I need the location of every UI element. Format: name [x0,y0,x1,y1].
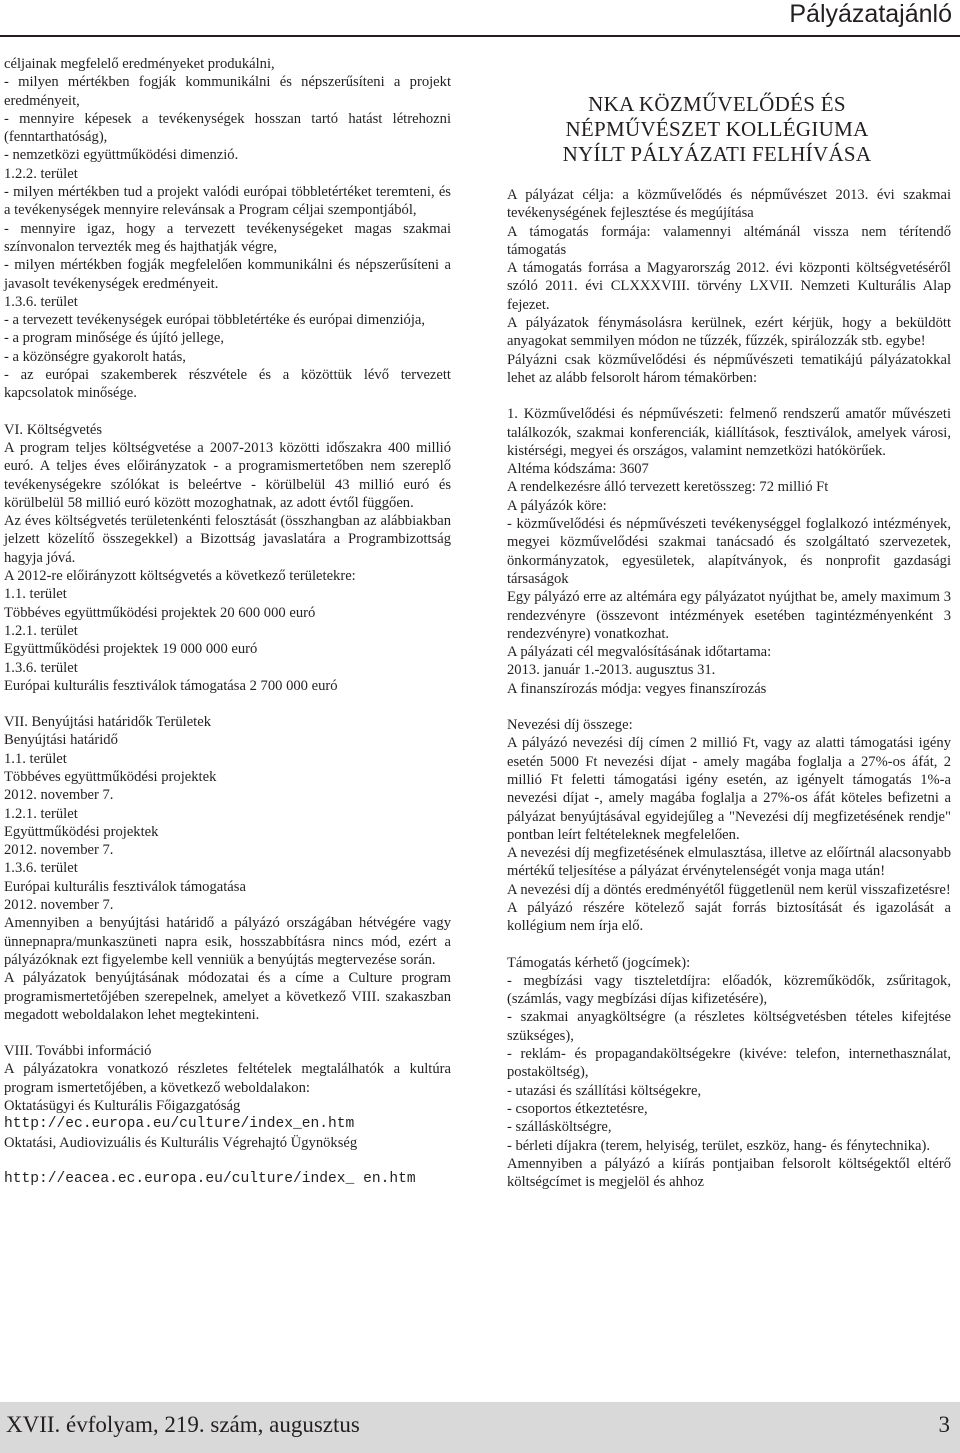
header-rule [0,35,960,37]
paragraph: Amennyiben a pályázó a kiírás pontjaiban felsorolt költségektől eltérő költségcímet is megjelöl és ahhoz [507,1155,951,1191]
paragraph: A finanszírozás módja: vegyes finanszírozás [507,680,767,697]
title-line: NKA KÖZMŰVELŐDÉS ÉS [588,92,846,116]
paragraph: 1.2.2. terület [4,165,78,182]
page-footer [0,1402,960,1453]
paragraph: Pályázni csak közművelődési és népművészeti tematikájú pályázatokkal lehet az alább felsorolt három témakörben: [507,351,951,386]
paragraph: A program teljes költségvetése a 2007-2013 közötti időszakra 400 millió euró. A teljes éves előirányzatok - a programismertetőben nem szereplő tevékenységekre szólókat is beleértve - körülbelül 43 millió euró és körülbelül 58 millió euró között mozoghatnak, az adott évtől függően. [4,439,451,511]
paragraph: A támogatás forrása a Magyarország 2012. évi központi költségvetéséről szóló 2011. évi CLXXXVIII. törvény LXVII. Nemzeti Kulturális Alap fejezet. [507,260,951,313]
paragraph: - nemzetközi együttműködési dimenzió. [4,147,239,164]
paragraph: Amennyiben a benyújtási határidő a pályázó országában hétvégére vagy ünnepnapra/munkaszüneti napra esik, hosszabbításra nincs mód, ezért a pályázóknak ezt figyelembe kell venniük a benyújtás megtervezése során. [4,915,451,968]
paragraph: A pályázatok benyújtásának módozatai és a címe a Culture program programismertetőjében szerepelnek, amelyet a következő VIII. szakaszban megadott weboldalakon lehet megtekinteni. [4,970,451,1023]
paragraph: Altéma kódszáma: 3607 [507,461,649,478]
paragraph: 2012. november 7. [4,897,114,914]
paragraph: - a program minősége és újító jellege, [4,330,225,347]
paragraph-gap [507,698,951,716]
paragraph-gap [507,936,951,954]
paragraph-gap [4,695,451,713]
paragraph: céljainak megfelelő eredményeket produkálni, [4,56,275,72]
paragraph: - a közönségre gyakorolt hatás, [4,348,186,365]
paragraph: Oktatásügyi és Kulturális Főigazgatóság [4,1098,241,1115]
paragraph-gap [4,403,451,421]
paragraph: - milyen mértékben fogják kommunikálni és népszerűsíteni a projekt eredményeit, [4,74,451,109]
paragraph: - szállásköltségre, [507,1119,612,1136]
paragraph: A pályázatokra vonatkozó részletes feltételek megtalálhatók a kultúra program ismertetőjében, a következő weboldalakon: [4,1061,451,1096]
paragraph: 1.2.1. terület [4,622,78,639]
paragraph: Egy pályázó erre az altémára egy pályázatot nyújthat be, amely maximum 3 rendezvényre (összevont intézmények esetében tagintézményenként 3 rendezvényre) vonatkozhat. [507,589,951,642]
title-line: NÉPMŰVÉSZET KOLLÉGIUMA [565,117,869,141]
paragraph: A pályázók köre: [507,497,607,514]
paragraph: A pályázó részére kötelező saját forrás biztosítását és igazolását a kollégium nem írja elő. [507,899,951,935]
paragraph-gap [507,387,951,405]
paragraph: A 2012-re előirányzott költségvetés a következő területekre: [4,568,356,585]
paragraph: Az éves költségvetés területenkénti felosztását (összhangban az alábbiakban jelzett közelítő összegekkel) a Bizottság javaslatára a Programbizottság hagyja jóvá. [4,513,451,566]
paragraph: - reklám- és propagandaköltségekre (kivéve: telefon, internethasználat, postaköltség), [507,1046,951,1081]
paragraph: - az európai szakemberek részvétele és a közöttük lévő tervezett kapcsolatok minősége. [4,367,451,402]
paragraph: - mennyire igaz, hogy a tervezett tevékenységeket magas szakmai színvonalon tervezték meg és hajthatják végre, [4,220,451,255]
left-column [4,55,451,1188]
paragraph: Támogatás kérhető (jogcímek): [507,954,691,971]
paragraph: - milyen mértékben fogják megfelelően kommunikálni és népszerűsíteni a javasolt tevékenységek eredményeit. [4,257,451,292]
paragraph-gap [4,1024,451,1042]
paragraph: Többéves együttműködési projektek [4,768,217,785]
issue-info: XVII. évfolyam, 219. szám, augusztus [6,1412,360,1437]
paragraph: Együttműködési projektek 19 000 000 euró [4,641,258,658]
paragraph: A támogatás formája: valamennyi altémánál vissza nem térítendő támogatás [507,223,951,258]
paragraph: VIII. További információ [4,1043,152,1060]
paragraph: 2013. január 1.-2013. augusztus 31. [507,662,716,679]
paragraph: 1. Közművelődési és népművészeti: felmenő rendszerű amatőr művészeti találkozók, szakmai konferenciák, kiállítások, fesztiválok, amelyek városi, kistérségi, megyei és országos, valamint nemzetközi hatókörűek. [507,406,951,459]
paragraph: Európai kulturális fesztiválok támogatása [4,878,246,895]
paragraph: VII. Benyújtási határidők Területek [4,714,212,731]
paragraph: - utazási és szállítási költségekre, [507,1082,702,1099]
paragraph: 2012. november 7. [4,787,114,804]
paragraph: - közművelődési és népművészeti tevékenységgel foglalkozó intézmények, megyei közművelődési szakmai tanácsadó és szolgáltató szervezetek, önkormányzatok, egyesületek, alapítványok, és nonprofit gazdasági társaságok [507,516,951,587]
paragraph: 1.1. terület [4,586,67,603]
paragraph: Együttműködési projektek [4,823,159,840]
paragraph: - szakmai anyagköltségre (a részletes költségvetésben tételes kifejtése szükséges), [507,1009,951,1044]
paragraph: 1.1. terület [4,750,67,767]
paragraph: A rendelkezésre álló tervezett keretösszeg: 72 millió Ft [507,479,829,496]
web-link[interactable]: http://eacea.ec.europa.eu/culture/index_ en.htm [4,1170,416,1187]
paragraph: A pályázó nevezési díj címen 2 millió Ft, vagy az alatti támogatási igény esetén 5000 Ft nevezési díjat - amely magába foglalja a 27%-os áfát, 2 millió Ft feletti támogatási igény esetén, az igényelt támogatás 1%-a nevezési díjat -, amely magába foglalja a 27%-os áfát köteles befizetni a pályázat benyújtásával egyidejűleg a "Nevezési díj megfizetésének rendje" pontban leírt feltételeknek megfelelően. [507,735,951,843]
paragraph: 1.3.6. terület [4,860,78,877]
paragraph: 1.3.6. terület [4,659,78,676]
page-number: 3 [938,1412,950,1437]
paragraph: A pályázatok fénymásolásra kerülnek, ezért kérjük, hogy a beküldött anyagokat semmilyen módon ne tűzzék, fűzzék, spirálozzák stb. egybe! [507,315,951,350]
paragraph: Nevezési díj összege: [507,717,633,734]
title-line: NYÍLT PÁLYÁZATI FELHÍVÁSA [562,142,872,166]
paragraph: A pályázat célja: a közművelődés és népművészet 2013. évi szakmai tevékenységének fejlesztése és megújítása [507,187,951,222]
section-header: Pályázatajánló [789,0,952,28]
paragraph: Többéves együttműködési projektek 20 600 000 euró [4,604,316,621]
paragraph-gap [4,1152,451,1170]
paragraph: Európai kulturális fesztiválok támogatása 2 700 000 euró [4,677,338,694]
paragraph: Benyújtási határidő [4,732,118,749]
paragraph: A nevezési díj a döntés eredményétől függetlenül nem kerül visszafizetésre! [507,881,951,898]
web-link[interactable]: http://ec.europa.eu/culture/index_en.htm [4,1116,355,1133]
paragraph: 1.2.1. terület [4,805,78,822]
paragraph: - mennyire képesek a tevékenységek hosszan tartó hatást létrehozni (fenntarthatóság), [4,110,451,146]
announcement-title [507,92,927,167]
paragraph: 2012. november 7. [4,842,114,859]
paragraph: VI. Költségvetés [4,421,103,438]
paragraph: 1.3.6. terület [4,293,78,310]
paragraph: A pályázati cél megvalósításának időtartama: [507,644,772,661]
paragraph: - a tervezett tevékenységek európai többletértéke és európai dimenziója, [4,312,425,329]
paragraph: A nevezési díj megfizetésének elmulasztása, illetve az előírtnál alacsonyabb mértékű teljesítése a pályázat érvénytelenségét vonja maga után! [507,845,951,880]
paragraph: Oktatási, Audiovizuális és Kulturális Végrehajtó Ügynökség [4,1134,358,1151]
paragraph: - bérleti díjakra (terem, helyiség, terület, eszköz, hang- és fénytechnika). [507,1137,931,1154]
paragraph: - csoportos étkeztetésre, [507,1100,648,1117]
paragraph: - megbízási vagy tiszteletdíjra: előadók, közreműködők, zsűritagok, (számlás, vagy megbízási díjas kifizetésére), [507,972,951,1008]
paragraph: - milyen mértékben tud a projekt valódi európai többletértéket teremteni, és a tevékenységek mennyire relevánsak a Program céljai szempontjából, [4,184,451,219]
right-column [507,186,951,1191]
